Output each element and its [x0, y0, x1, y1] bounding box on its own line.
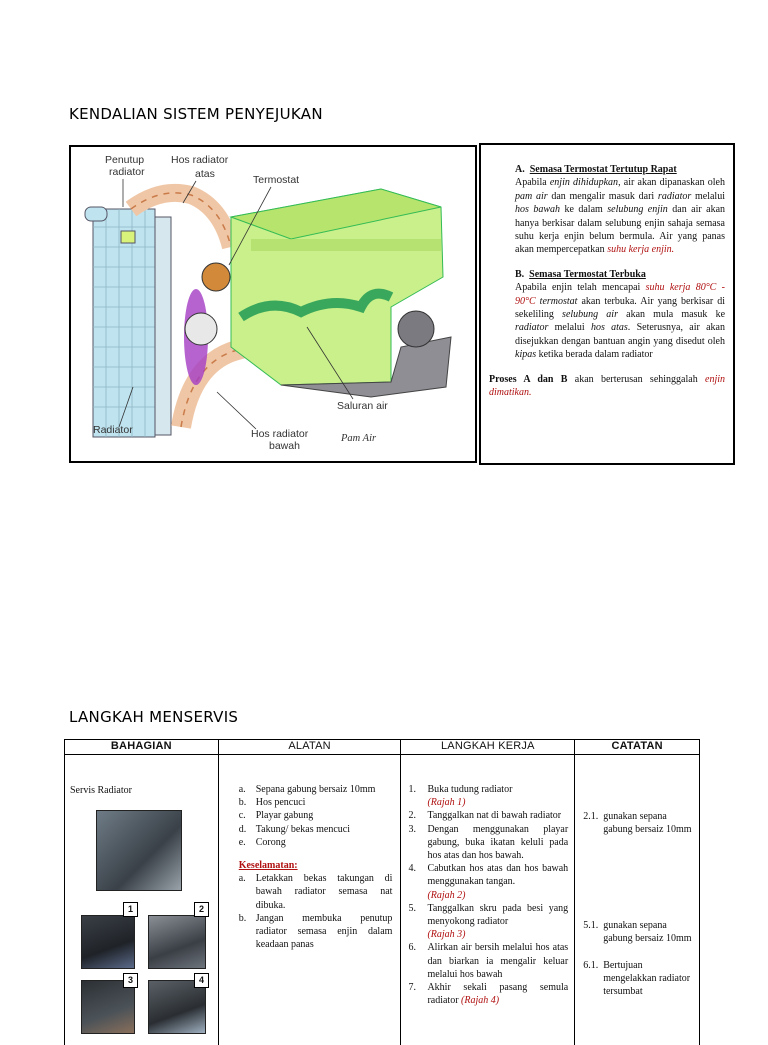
list-item: 6. Alirkan air bersih melalui hos atas dan biarkan ia mengalir keluar melalui hos bawah	[408, 941, 568, 981]
photo-number-3: 3	[123, 973, 138, 988]
section-a-paragraph: Apabila enjin dihidupkan, air akan dipanaskan oleh pam air dan mengalir masuk dari radiator melalui hos bawah ke dalam selubung enjin dan air akan hanya berkisar dalam selubung enjin sahaja semasa suhu kerja enjin belum bermula. Air yang panas akan mempercepatkan suhu kerja enjin.	[515, 176, 725, 256]
service-table	[64, 739, 700, 1045]
list-item: 7. Akhir sekali pasang semula radiator (Rajah 4)	[408, 981, 568, 1007]
section-b-paragraph: Apabila enjin telah mencapai suhu kerja 80°C - 90°C termostat akan terbuka. Air yang berkisar di sekeliling selubung air akan mula masuk ke radiator melalui hos atas. Seterusnya, air akan disejukkan dengan bantuan angin yang disedut oleh kipas ketika berada dalam radiator	[515, 281, 725, 361]
label-radiator: Radiator	[93, 424, 133, 436]
header-catatan: CATATAN	[575, 740, 700, 755]
label-saluran-air: Saluran air	[337, 400, 388, 412]
catatan-item: 5.1. gunakan sepana gabung bersaiz 10mm	[583, 919, 698, 945]
list-item: 3. Dengan menggunakan playar gabung, buka ikatan keluli pada hos atas dan hos bawah.	[408, 823, 568, 863]
list-item: b. Hos pencuci	[239, 796, 393, 809]
proses-summary: Proses A dan B akan berterusan sehinggalah enjin dimatikan.	[489, 373, 725, 400]
photo-number-1: 1	[123, 902, 138, 917]
list-item: 4. Cabutkan hos atas dan hos bawah menggunakan tangan. (Rajah 2)	[408, 862, 568, 902]
photo-number-2: 2	[194, 902, 209, 917]
label-pam-air: Pam Air	[340, 433, 377, 444]
list-item: d. Takung/ bekas mencuci	[239, 823, 393, 836]
cooling-system-diagram	[69, 145, 477, 463]
table-row	[65, 755, 700, 1045]
radiator-photo	[96, 810, 182, 891]
step-photo-1	[81, 915, 135, 969]
table-header-row	[65, 740, 700, 755]
list-item: e. Corong	[239, 836, 393, 849]
cell-alatan	[218, 755, 401, 1045]
label-termostat: Termostat	[253, 174, 299, 186]
keselamatan-list	[239, 872, 393, 951]
photo-number-4: 4	[194, 973, 209, 988]
langkah-list	[408, 783, 568, 1007]
section-title-service-steps: LANGKAH MENSERVIS	[69, 708, 238, 726]
engine-illustration	[71, 147, 477, 463]
label-hos-bawah-2: bawah	[269, 440, 300, 452]
header-bahagian: BAHAGIAN	[65, 740, 219, 755]
alatan-list	[239, 783, 393, 849]
list-item: c. Playar gabung	[239, 809, 393, 822]
label-penutup-radiator: Penutup	[105, 154, 144, 166]
section-title-cooling-control: KENDALIAN SISTEM PENYEJUKAN	[69, 105, 323, 123]
keselamatan-title: Keselamatan:	[239, 859, 393, 872]
section-b-heading: B. Semasa Termostat Terbuka	[515, 268, 725, 281]
cell-catatan	[575, 755, 700, 1045]
catatan-item: 6.1. Bertujuan mengelakkan radiator tersumbat	[583, 959, 698, 999]
header-alatan: ALATAN	[218, 740, 401, 755]
list-item: a. Letakkan bekas takungan di bawah radiator semasa nat dibuka.	[239, 872, 393, 912]
label-hos-bawah: Hos radiator	[251, 428, 309, 440]
step-photo-2	[148, 915, 206, 969]
header-langkah-kerja: LANGKAH KERJA	[401, 740, 575, 755]
cell-langkah-kerja	[401, 755, 575, 1045]
step-photo-3	[81, 980, 135, 1034]
bahagian-label: Servis Radiator	[70, 784, 132, 797]
step-photo-4	[148, 980, 206, 1034]
list-item: 2. Tanggalkan nat di bawah radiator	[408, 809, 568, 822]
cell-bahagian	[65, 755, 219, 1045]
list-item: 5. Tanggalkan skru pada besi yang menyokong radiator (Rajah 3)	[408, 902, 568, 942]
section-a-heading: A. Semasa Termostat Tertutup Rapat	[515, 163, 725, 176]
catatan-item: 2.1. gunakan sepana gabung bersaiz 10mm	[583, 810, 698, 836]
thermostat-explanation-box	[479, 143, 735, 465]
list-item: a. Sepana gabung bersaiz 10mm	[239, 783, 393, 796]
label-penutup-radiator-2: radiator	[109, 166, 145, 178]
list-item: b. Jangan membuka penutup radiator semasa enjin dalam keadaan panas	[239, 912, 393, 952]
label-hos-atas-2: atas	[195, 168, 215, 180]
label-hos-atas: Hos radiator	[171, 154, 229, 166]
list-item: 1. Buka tudung radiator (Rajah 1)	[408, 783, 568, 809]
